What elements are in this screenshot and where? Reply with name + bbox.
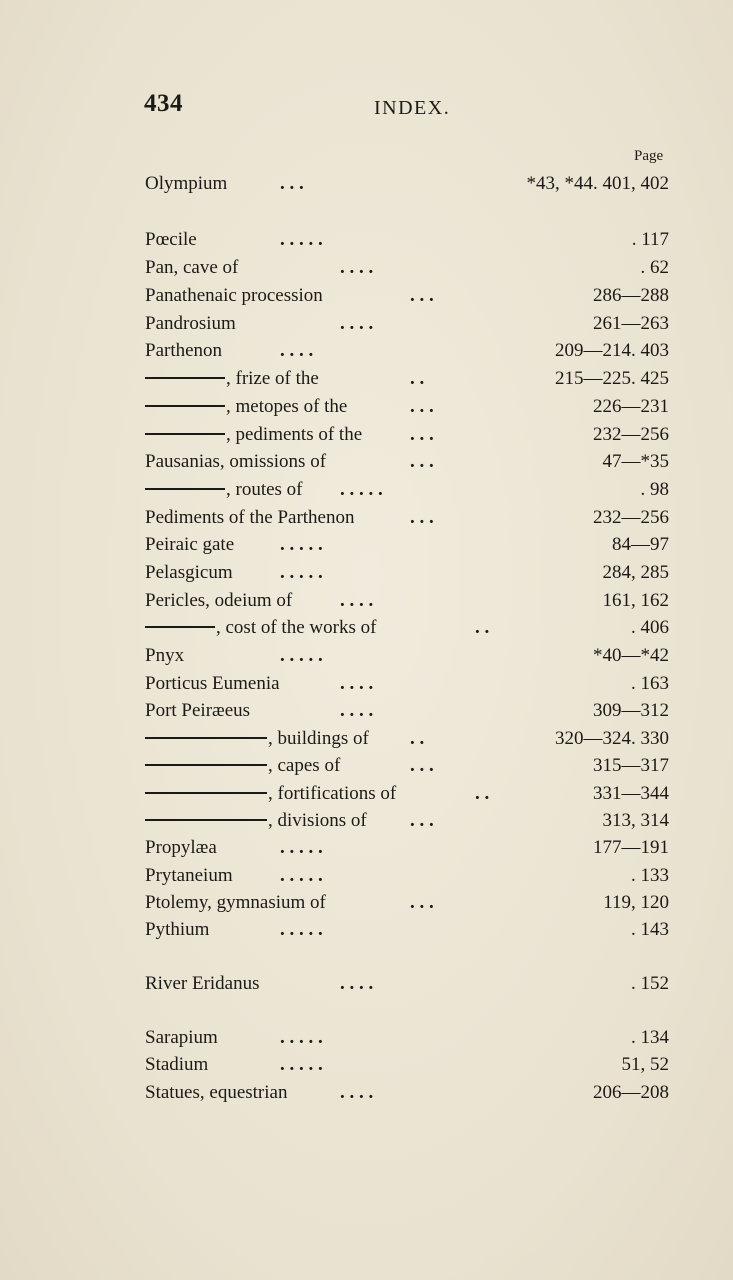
index-term-text: , cost of the works of (216, 617, 377, 638)
index-term (145, 726, 369, 752)
leader-dots: . . . (410, 755, 434, 776)
index-term (145, 671, 280, 697)
index-entry (0, 863, 733, 889)
page-number: 434 (144, 90, 183, 117)
index-term-text: Panathenaic procession (145, 285, 323, 306)
index-term-text: Pausanias, omissions of (145, 451, 327, 472)
leader-dots: . . . . . (280, 562, 323, 583)
page-reference: . 163 (631, 673, 669, 694)
index-entry (0, 917, 733, 943)
page-reference: 47—*35 (602, 451, 669, 472)
index-entry (0, 1025, 733, 1051)
ditto-dash (145, 377, 225, 379)
index-entry (0, 588, 733, 614)
leader-dots: . . . . (340, 313, 374, 334)
index-term (145, 917, 209, 943)
index-entry (0, 835, 733, 861)
index-term (145, 588, 292, 614)
page-reference: . 406 (631, 617, 669, 638)
page-reference: 261—263 (593, 313, 669, 334)
index-term-text: Pythium (145, 919, 210, 940)
leader-dots: . . . (410, 892, 434, 913)
index-term-text: , routes of (226, 479, 303, 500)
page-reference: 215—225. 425 (555, 368, 669, 389)
leader-dots: . . (475, 617, 490, 638)
index-term (145, 1080, 287, 1106)
leader-dots: . . . (280, 173, 304, 194)
index-term-text: Peiraic gate (145, 534, 235, 555)
index-term (145, 422, 362, 448)
index-entry (0, 394, 733, 420)
index-entry (0, 560, 733, 586)
leader-dots: . . . . . (340, 479, 383, 500)
index-term (145, 255, 238, 281)
index-term (145, 808, 367, 834)
leader-dots: . . . (410, 285, 434, 306)
index-term (145, 753, 340, 779)
index-entry (0, 311, 733, 337)
page-column-label: Page (634, 148, 664, 164)
page-reference: 331—344 (593, 783, 669, 804)
index-entry (0, 726, 733, 752)
running-head: INDEX. (374, 97, 451, 119)
index-entry (0, 505, 733, 531)
page-reference: 232—256 (593, 424, 669, 445)
leader-dots: . . . . . (280, 534, 323, 555)
index-entry (0, 422, 733, 448)
index-entry (0, 781, 733, 807)
index-term (145, 835, 217, 861)
page-reference: 232—256 (593, 507, 669, 528)
leader-dots: . . . . (340, 973, 374, 994)
index-term-text: , divisions of (268, 810, 367, 831)
page-reference: . 152 (631, 973, 669, 994)
index-term (145, 394, 347, 420)
page-reference: 84—97 (612, 534, 669, 555)
index-term-text: Port Peiræeus (145, 700, 251, 721)
leader-dots: . . . (410, 810, 434, 831)
index-entry (0, 227, 733, 253)
leader-dots: . . . . . (280, 1054, 323, 1075)
index-term-text: , metopes of the (226, 396, 348, 417)
index-term (145, 863, 233, 889)
index-entry (0, 283, 733, 309)
page-reference: 313, 314 (602, 810, 669, 831)
index-term (145, 532, 234, 558)
index-term-text: Pœcile (145, 229, 197, 250)
index-entry (0, 615, 733, 641)
page-reference: 161, 162 (602, 590, 669, 611)
page-reference: *43, *44. 401, 402 (526, 173, 669, 194)
index-term (145, 890, 326, 916)
index-entry (0, 1080, 733, 1106)
index-term-text: Pericles, odeium of (145, 590, 293, 611)
page-reference: . 98 (640, 479, 669, 500)
index-term-text: Prytaneium (145, 865, 233, 886)
index-entry (0, 971, 733, 997)
index-term (145, 615, 376, 641)
page-reference: *40—*42 (593, 645, 669, 666)
index-term-text: Pan, cave of (145, 257, 239, 278)
index-entry (0, 171, 733, 197)
index-term (145, 171, 227, 197)
index-term-text: Sarapium (145, 1027, 218, 1048)
leader-dots: . . . . . (280, 919, 323, 940)
page-reference: 177—191 (593, 837, 669, 858)
leader-dots: . . (475, 783, 490, 804)
index-term-text: , capes of (268, 755, 341, 776)
page-reference: 51, 52 (621, 1054, 669, 1075)
index-entry (0, 643, 733, 669)
leader-dots: . . (410, 368, 425, 389)
index-term (145, 366, 319, 392)
index-term-text: , frize of the (226, 368, 319, 389)
leader-dots: . . . . (340, 257, 374, 278)
index-term (145, 505, 355, 531)
page-reference: 119, 120 (603, 892, 669, 913)
index-term (145, 781, 396, 807)
index-entry (0, 366, 733, 392)
index-term (145, 1025, 218, 1051)
index-term (145, 338, 222, 364)
leader-dots: . . . (410, 424, 434, 445)
index-entry (0, 255, 733, 281)
leader-dots: . . . . . (280, 645, 323, 666)
index-term (145, 227, 197, 253)
ditto-dash (145, 792, 267, 794)
index-term-text: Stadium (145, 1054, 209, 1075)
index-entry (0, 890, 733, 916)
page-reference: 309—312 (593, 700, 669, 721)
ditto-dash (145, 405, 225, 407)
leader-dots: . . . . . (280, 837, 323, 858)
index-entry (0, 671, 733, 697)
ditto-dash (145, 764, 267, 766)
leader-dots: . . . . . (280, 865, 323, 886)
page-reference: . 117 (631, 229, 669, 250)
index-term (145, 1052, 208, 1078)
index-term (145, 971, 260, 997)
index-entry (0, 698, 733, 724)
index-term-text: Pnyx (145, 645, 185, 666)
leader-dots: . . . (410, 396, 434, 417)
page-reference: 315—317 (593, 755, 669, 776)
index-term-text: Statues, equestrian (145, 1082, 288, 1103)
leader-dots: . . . . (280, 340, 314, 361)
leader-dots: . . . . (340, 700, 374, 721)
index-term (145, 311, 236, 337)
page-reference: . 133 (631, 865, 669, 886)
page-reference: . 143 (631, 919, 669, 940)
ditto-dash (145, 626, 215, 628)
ditto-dash (145, 737, 267, 739)
index-term-text: Ptolemy, gymnasium of (145, 892, 326, 913)
index-term-text: , fortifications of (268, 783, 397, 804)
index-term-text: Pandrosium (145, 313, 236, 334)
index-term-text: , pediments of the (226, 424, 363, 445)
index-entry (0, 753, 733, 779)
index-term (145, 477, 303, 503)
index-term-text: Pediments of the Parthenon (145, 507, 355, 528)
leader-dots: . . (410, 728, 425, 749)
index-term-text: Porticus Eumenia (145, 673, 280, 694)
page-reference: 226—231 (593, 396, 669, 417)
index-term-text: Parthenon (145, 340, 223, 361)
index-term (145, 560, 233, 586)
index-term (145, 643, 184, 669)
index-term-text: , buildings of (268, 728, 369, 749)
index-entry (0, 808, 733, 834)
index-term (145, 698, 250, 724)
page-reference: 320—324. 330 (555, 728, 669, 749)
index-entry (0, 1052, 733, 1078)
ditto-dash (145, 488, 225, 490)
page-reference: 206—208 (593, 1082, 669, 1103)
leader-dots: . . . . (340, 1082, 374, 1103)
page-reference: 284, 285 (602, 562, 669, 583)
leader-dots: . . . . . (280, 1027, 323, 1048)
leader-dots: . . . . (340, 590, 374, 611)
index-term (145, 449, 326, 475)
page-reference: . 62 (640, 257, 669, 278)
index-entry (0, 449, 733, 475)
ditto-dash (145, 819, 267, 821)
index-term-text: Propylæa (145, 837, 217, 858)
page-reference: 286—288 (593, 285, 669, 306)
index-term-text: River Eridanus (145, 973, 260, 994)
index-entry (0, 477, 733, 503)
ditto-dash (145, 433, 225, 435)
page-reference: 209—214. 403 (555, 340, 669, 361)
leader-dots: . . . (410, 451, 434, 472)
leader-dots: . . . (410, 507, 434, 528)
leader-dots: . . . . (340, 673, 374, 694)
index-term-text: Pelasgicum (145, 562, 233, 583)
index-term (145, 283, 323, 309)
index-entry (0, 532, 733, 558)
index-entry (0, 338, 733, 364)
index-term-text: Olympium (145, 173, 228, 194)
page-reference: . 134 (631, 1027, 669, 1048)
leader-dots: . . . . . (280, 229, 323, 250)
